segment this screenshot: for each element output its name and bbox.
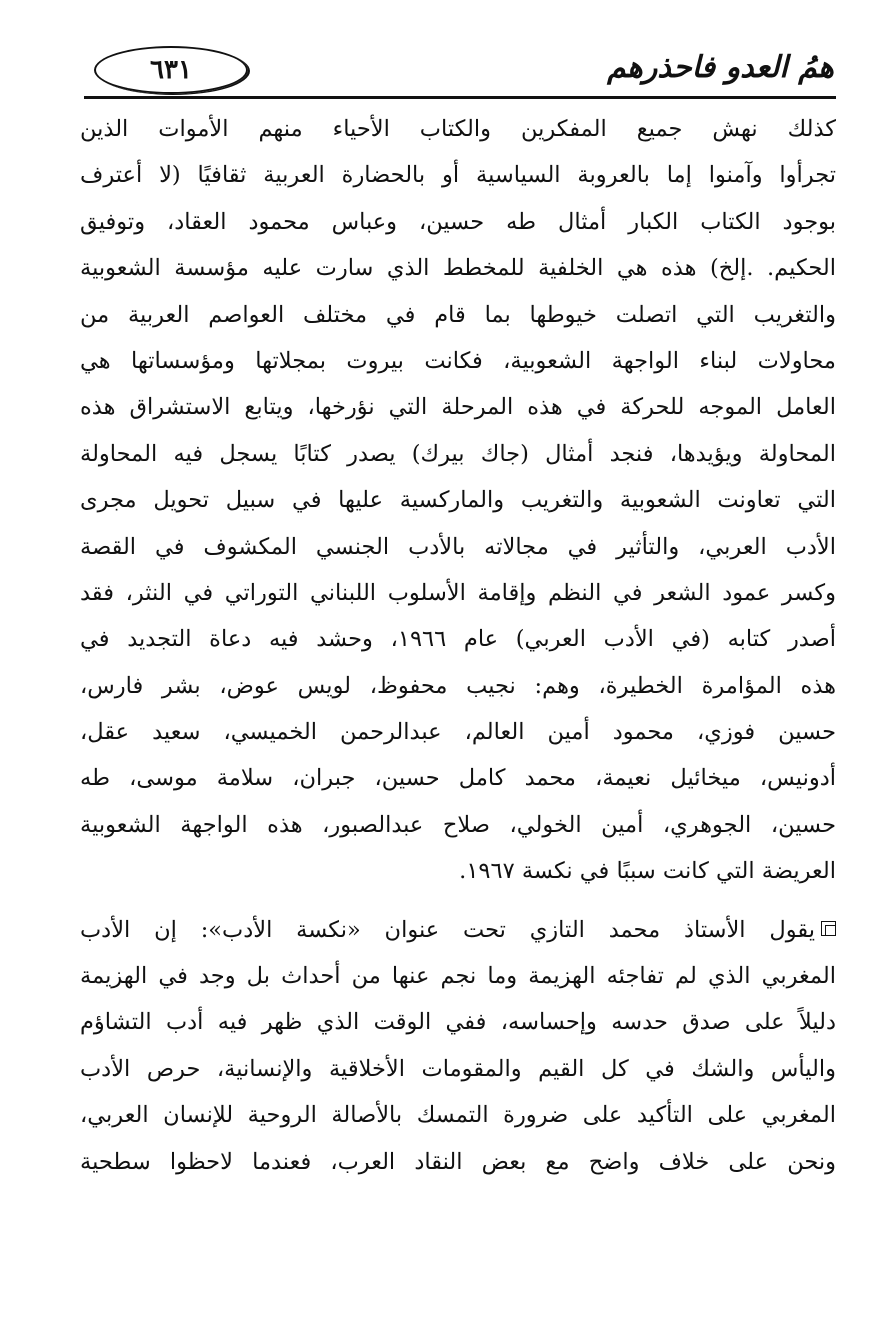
text-line: التي تعاونت الشعوبية والتغريب والماركسية عليها في سبيل تحويل مجرى [80, 487, 836, 514]
paragraph-2 [80, 907, 836, 1185]
text-line: ونحن على خلاف واضح مع بعض النقاد العرب، فعندما لاحظوا سطحية [80, 1148, 836, 1175]
text-line: أصدر كتابه (في الأدب العربي) عام ١٩٦٦، وحشد فيه دعاة التجديد في [80, 626, 836, 653]
text-line: حسين، الجوهري، أمين الخولي، صلاح عبدالصبور، هذه الواجهة الشعوبية [80, 811, 836, 838]
text-line: والتغريب التي اتصلت خيوطها بما قام في مختلف العواصم العربية من [80, 301, 836, 328]
text-line: الأدب العربي، والتأثير في مجالاته بالأدب الجنسي المكشوف في القصة [80, 533, 836, 560]
text-line: تجرأوا وآمنوا إما بالعروبة السياسية أو بالحضارة العربية ثقافيًا (لا أعترف [80, 162, 836, 189]
text-line: حسين فوزي، محمود أمين العالم، عبدالرحمن الخميسي، سعيد عقل، [80, 719, 836, 746]
text-line: هذه المؤامرة الخطيرة، وهم: نجيب محفوظ، لويس عوض، بشر فارس، [80, 672, 836, 699]
text-line: المغربي الذي لم تفاجئه الهزيمة وما نجم عنها من أحداث بل وجد في الهزيمة [80, 963, 836, 990]
page-number: ٦٣١ [150, 55, 192, 85]
text-line: واليأس والشك في كل القيم والمقومات الأخلاقية والإنسانية، حرص الأدب [80, 1055, 836, 1082]
text-line-content: يقول الأستاذ محمد التازي تحت عنوان «نكسة الأدب»: إن الأدب [80, 916, 815, 943]
text-line: دليلاً على صدق حدسه وإحساسه، ففي الوقت الذي ظهر فيه أدب التشاؤم [80, 1009, 836, 1036]
text-line: محاولات لبناء الواجهة الشعوبية، فكانت بيروت بمجلاتها ومؤسساتها هي [80, 347, 836, 374]
page-header [84, 44, 836, 102]
paragraph-1 [80, 106, 836, 895]
text-line: بوجود الكتاب الكبار أمثال طه حسين، وعباس محمود العقاد، وتوفيق [80, 208, 836, 235]
header-rule [84, 96, 836, 99]
text-line: كذلك نهش جميع المفكرين والكتاب الأحياء منهم الأموات الذين [80, 116, 836, 142]
page-number-badge [94, 46, 248, 94]
text-line: وكسر عمود الشعر في النظم وإقامة الأسلوب اللبناني التوراتي في النثر، فقد [80, 579, 836, 606]
text-line: المغربي على التأكيد على ضرورة التمسك بالأصالة الروحية للإنسان العربي، [80, 1102, 836, 1129]
text-line: أدونيس، ميخائيل نعيمة، محمد كامل حسين، جبران، سلامة موسى، طه [80, 765, 836, 792]
text-line: العريضة التي كانت سببًا في نكسة ١٩٦٧. [459, 858, 836, 885]
text-line-first [80, 907, 836, 953]
text-line: المحاولة ويؤيدها، فنجد أمثال (جاك بيرك) يصدر كتابًا يسجل فيه المحاولة [80, 440, 836, 467]
quote-marker-icon [821, 921, 836, 936]
body-text [80, 106, 836, 1185]
text-line: العامل الموجه للحركة في هذه المرحلة التي نؤرخها، ويتابع الاستشراق هذه [80, 394, 836, 421]
running-title: همُ العدو فاحذرهم [607, 50, 834, 85]
text-line: الحكيم. .إلخ) هذه هي الخلفية للمخطط الذي سارت عليه مؤسسة الشعوبية [80, 255, 836, 282]
